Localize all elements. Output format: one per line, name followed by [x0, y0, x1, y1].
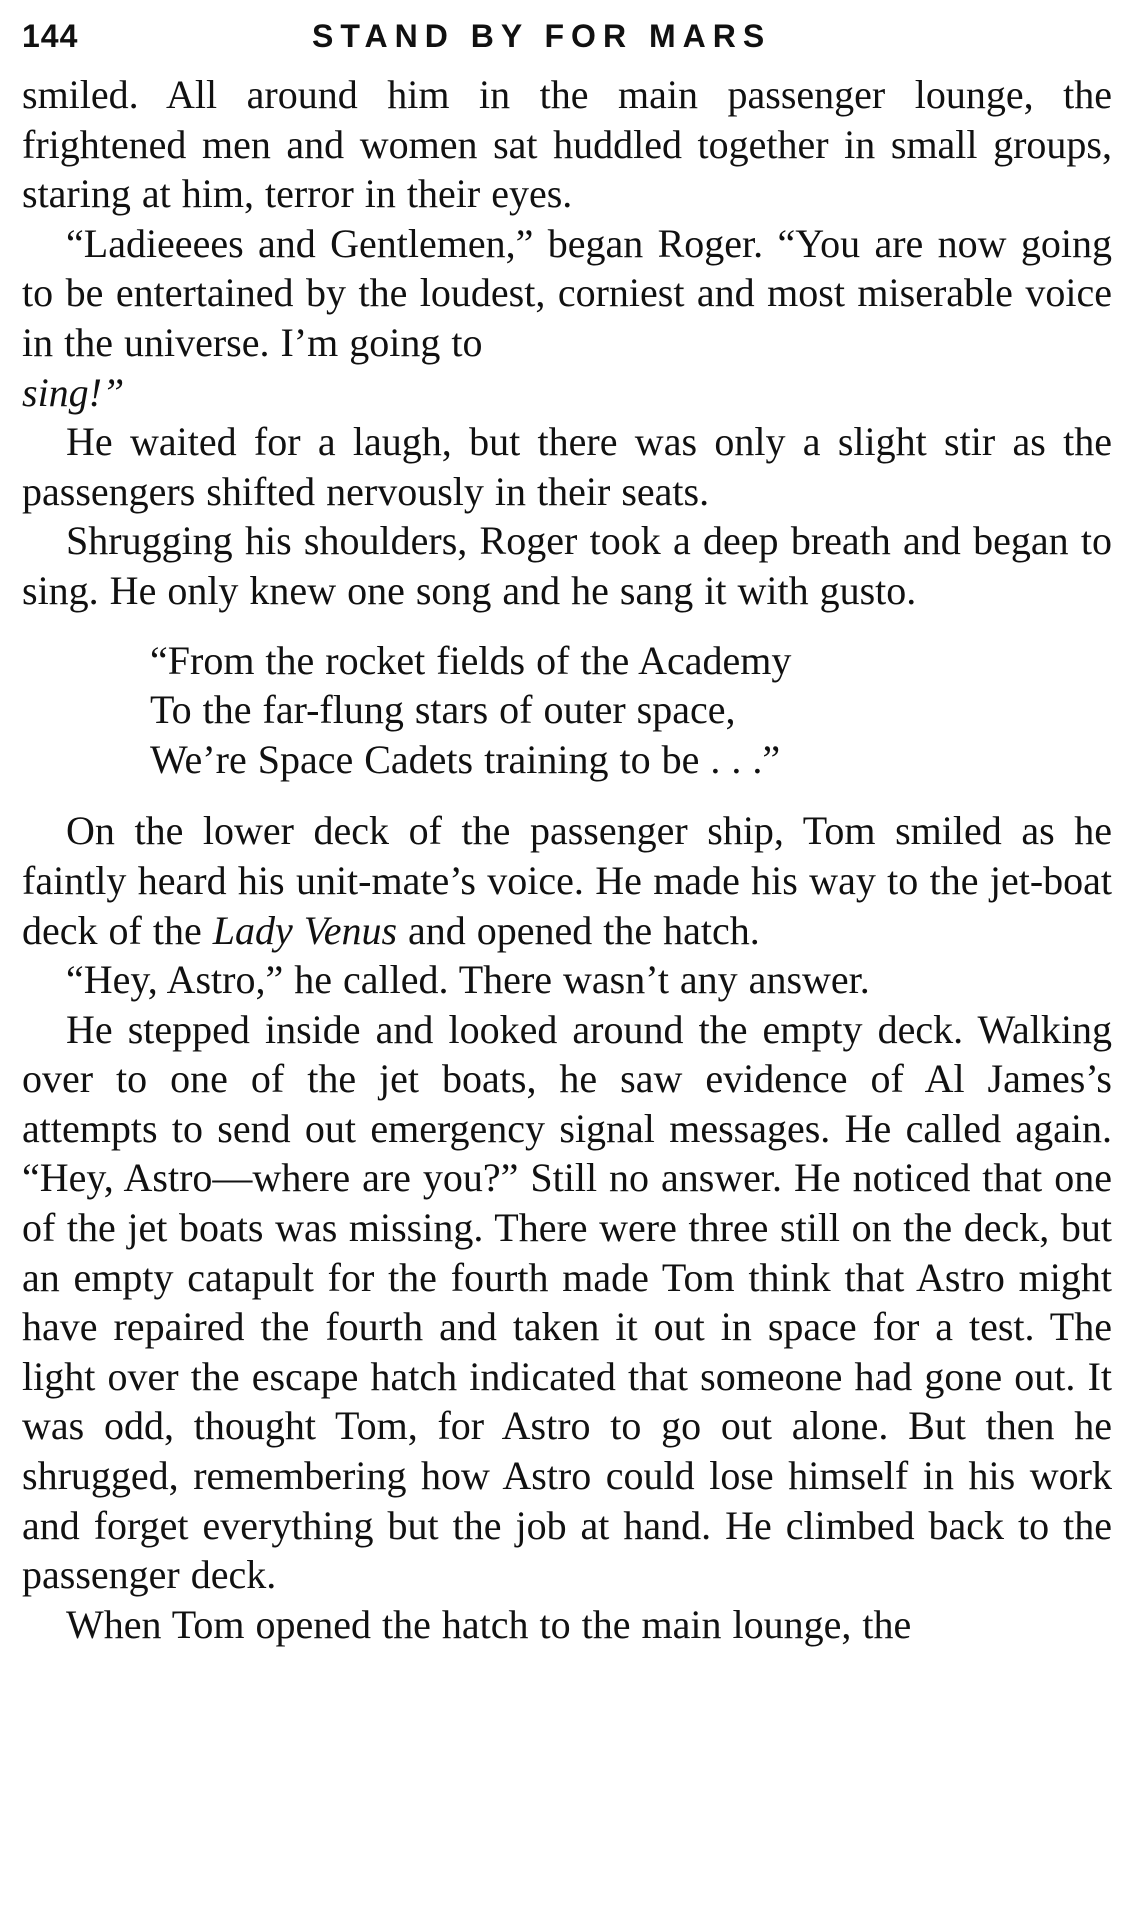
paragraph-continued: smiled. All around him in the main passenger lounge, the frightened men and women sat huddled together in small groups, staring at him, terror in their eyes. [22, 72, 1112, 217]
book-title: STAND BY FOR MARS [312, 18, 772, 54]
paragraph-empty-deck: He stepped inside and looked around the empty deck. Walking over to one of the jet boats, he saw evidence of Al James’s attempts to send out emergency signal messages. He called again. “Hey, Astro—where are you?” Still no answer. He noticed that one of the jet boats was missing. There were three still on the deck, but an empty catapult for the fourth made Tom think that Astro might have repaired the fourth and taken it out in space for a test. The light over the escape hatch indicated that someone had gone out. It was odd, thought Tom, for Astro to go out alone. But then he shrugged, remembering how Astro could lose himself in his work and forget everything but the job at hand. He climbed back to the passenger deck. [22, 1006, 1112, 1598]
sing-word: sing!” [22, 369, 125, 415]
running-head [22, 10, 1112, 58]
song-line: To the far-flung stars of outer space, [150, 687, 736, 733]
paragraph-main-lounge: When Tom opened the hatch to the main lounge, the [66, 1601, 912, 1647]
paragraph-lower-deck [22, 806, 1112, 955]
song-verse [22, 636, 1112, 785]
paragraph-shrugging: Shrugging his shoulders, Roger took a deep breath and began to sing. He only knew one song and he sang it with gusto. [22, 518, 1112, 613]
paragraph-sing [22, 368, 1112, 418]
lower-deck-text-end: and opened the hatch. [408, 907, 760, 953]
page-number: 144 [22, 18, 79, 54]
song-line: “From the rocket fields of the Academy [150, 637, 792, 683]
body-text [22, 70, 1112, 1649]
lower-deck-text: On the lower deck of the passenger ship, Tom smiled as he faintly heard his unit-mate’s voice. He made his way to the jet-boat deck of the [22, 808, 1112, 953]
ship-name: Lady Venus [212, 907, 398, 953]
paragraph-waited: He waited for a laugh, but there was only a slight stir as the passengers shifted nervously in their seats. [22, 419, 1112, 514]
book-page [22, 10, 1112, 1900]
song-line: We’re Space Cadets training to be . . .” [150, 736, 781, 782]
paragraph-roger-announcement: “Ladieeees and Gentlemen,” began Roger. “You are now going to be entertained by the loudest, corniest and most miserable voice in the universe. I’m going to [22, 220, 1112, 365]
paragraph-hey-astro: “Hey, Astro,” he called. There wasn’t any answer. [66, 957, 870, 1003]
